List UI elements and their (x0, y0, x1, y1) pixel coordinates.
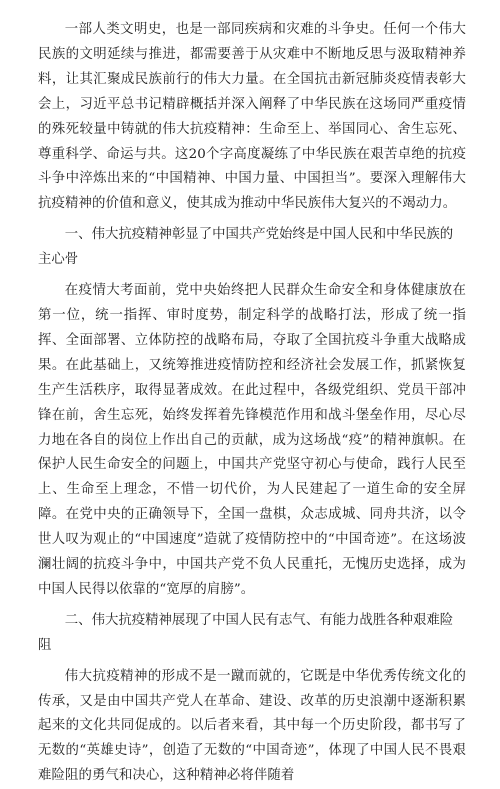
section-heading-two: 二、伟大抗疫精神展现了中国人民有志气、有能力战胜各种艰难险阻 (38, 612, 454, 653)
section-heading-one: 一、伟大抗疫精神彰显了中国共产党始终是中国人民和中华民族的主心骨 (38, 227, 454, 268)
body-paragraph-section-two: 伟大抗疫精神的形成不是一蹴而就的，它既是中华优秀传统文化的传承，又是由中国共产党人在革命、建设、改革的历史浪潮中逐渐积累起来的文化共同促成的。以后者来看，其中每一个历史阶段，都书写了无数的“英雄史诗”，创造了无数的“中国奇迹”，体现了中国人民不畏艰难险阻的勇气和决心，这种精神必将伴随着 (38, 668, 466, 784)
body-paragraph-section-one: 在疫情大考面前，党中央始终把人民群众生命安全和身体健康放在第一位，统一指挥、审时度势，制定科学的战略打法，形成了统一指挥、全面部署、立体防控的战略布局，夺取了全国抗疫斗争重大战略成果。在此基础上，又统筹推进疫情防控和经济社会发展工作，抓紧恢复生产生活秩序，取得显著成效。在此过程中，各级党组织、党员干部冲锋在前，舍生忘死，始终发挥着先锋模范作用和战斗堡垒作用，尽心尽力地在各自的岗位上作出自己的贡献，成为这场战“疫”的精神旗帜。在保护人民生命安全的问题上，中国共产党坚守初心与使命，践行人民至上、生命至上理念，不惜一切代价，为人民建起了一道生命的安全屏障。在党中央的正确领导下，全国一盘棋，众志成城、同舟共济，以令世人叹为观止的“中国速度”造就了疫情防控中的“中国奇迹”。在这场波澜壮阔的抗疫斗争中，中国共产党不负人民重托，无愧历史选择，成为中国人民得以依靠的“宽厚的肩膀”。 (38, 283, 466, 597)
body-paragraph-intro: 一部人类文明史，也是一部同疾病和灾难的斗争史。任何一个伟大民族的文明延续与推进，都需要善于从灾难中不断地反思与汲取精神养料，让其汇聚成民族前行的伟大力量。在全国抗击新冠肺炎疫情表彰大会上，习近平总书记精辟概括并深入阐释了中华民族在这场同严重疫情的殊死较量中铸就的伟大抗疫精神：生命至上、举国同心、舍生忘死、尊重科学、命运与共。这20个字高度凝练了中华民族在艰苦卓绝的抗疫斗争中淬炼出来的“中国精神、中国力量、中国担当”。要深入理解伟大抗疫精神的价值和意义，使其成为推动中华民族伟大复兴的不竭动力。 (38, 22, 466, 212)
